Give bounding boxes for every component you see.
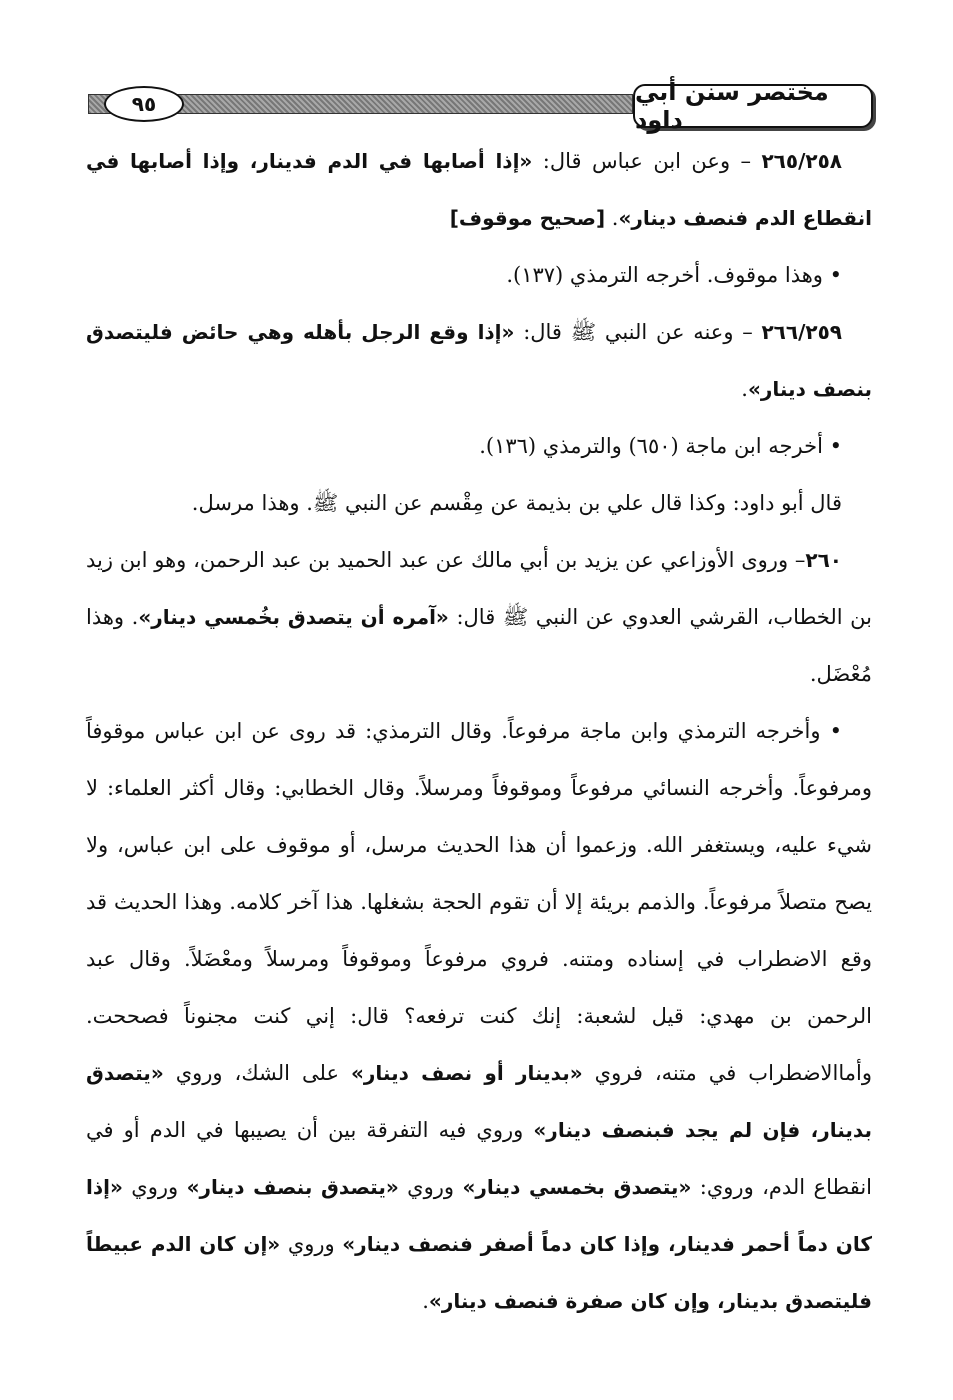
commentary-note: • أخرجه ابن ماجة (٦٥٠) والترمذي (١٣٦). (479, 434, 842, 458)
book-title: مختصر سنن أبي داود (633, 84, 873, 128)
abu-dawud-remark: قال أبو داود: وكذا قال علي بن بذيمة عن مِقْسم عن النبي ﷺ. وهذا مرسل. (191, 491, 842, 515)
page-body (86, 133, 872, 1330)
hadith-grade: [صحيح موقوف] (449, 206, 606, 230)
hadith-text: «آمره أن يتصدق بخُمسي دينار» (138, 605, 449, 629)
page-header (88, 78, 873, 134)
hadith-258: ٢٦٥/٢٥٨ – وعن ابن عباس قال: «إذا أصابها في الدم فدينار، وإذا أصابها في انقطاع الدم فنصف دينار». [صحيح موقوف] (86, 149, 872, 230)
hadith-259: ٢٦٦/٢٥٩ – وعنه عن النبي ﷺ قال: «إذا وقع الرجل بأهله وهي حائض فليتصدق بنصف دينار». (86, 320, 872, 401)
hadith-number: ٢٦٠ (805, 548, 842, 572)
hadith-text: «إذا وقع الرجل بأهله وهي حائض فليتصدق بنصف دينار» (86, 320, 872, 401)
hadith-text: «إذا أصابها في الدم فدينار، وإذا أصابها في انقطاع الدم فنصف دينار» (86, 149, 872, 230)
hadith-260: ٢٦٠– وروى الأوزاعي عن يزيد بن أبي مالك عن عبد الحميد بن عبد الرحمن، وهو ابن زيد بن الخطاب، القرشي العدوي عن النبي ﷺ قال: «آمره أن يتصدق بخُمسي دينار». وهذا مُعْضَل. (86, 548, 873, 686)
commentary-paragraph: • وأخرجه الترمذي وابن ماجة مرفوعاً. وقال الترمذي: قد روى عن ابن عباس موقوفاً ومرفوعاً. وأخرجه النسائي مرفوعاً وموقوفاً ومرسلاً. وقال الخطابي: وقال أكثر العلماء: لا شيء عليه، ويستغفر الله. وزعموا أن هذا الحديث مرسل، أو موقوف على ابن عباس، ولا يصح متصلاً مرفوعاً. والذمم بريئة إلا أن تقوم الحجة بشغلها. هذا آخر كلامه. وهذا الحديث قد وقع الاضطراب في إسناده ومتنه. فروي مرفوعاً وموقوفاً ومرسلاً ومعْضَلاً. وقال عبد الرحمن بن مهدي: قيل لشعبة: إنك كنت ترفعه؟ قال: إني كنت مجنوناً فصححت. وأماالاضطراب في متنه، فروي «بدينار أو نصف دينار» على الشك، وروي «يتصدق بدينار، فإن لم يجد فبنصف دينار» وروي فيه التفرقة بين أن يصيبها في الدم أو في انقطاع الدم، وروي: «يتصدق بخمسي دينار» وروي «يتصدق بنصف دينار» وروي «إذا كان دماً أحمر فدينار، وإذا كان دماً أصفر فنصف دينار» وروي «إن كان الدم عبيطاً فليتصدق بدينار، وإن كان صفرة فنصف دينار». (86, 719, 873, 1313)
commentary-note: • وهذا موقوف. أخرجه الترمذي (١٣٧). (506, 263, 842, 287)
page-number: ٩٥ (104, 86, 184, 122)
hadith-number: ٢٦٦/٢٥٩ (761, 320, 843, 344)
hadith-number: ٢٦٥/٢٥٨ (761, 149, 842, 173)
